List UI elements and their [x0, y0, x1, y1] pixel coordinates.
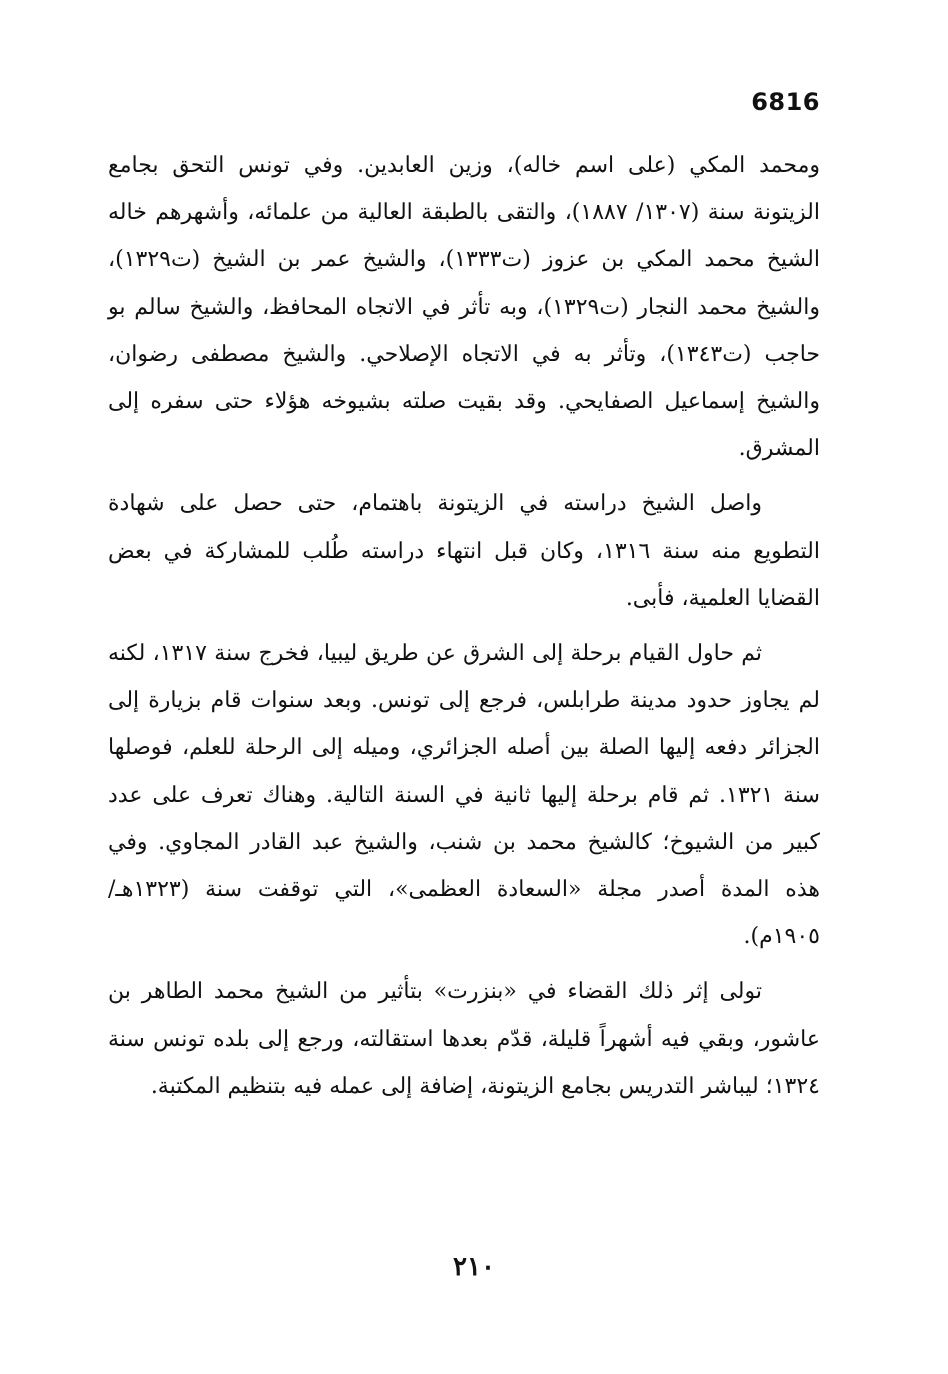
page-body [108, 142, 820, 1110]
paragraph-travels: ثم حاول القيام برحلة إلى الشرق عن طريق ليبيا، فخرج سنة ١٣١٧، لكنه لم يجاوز حدود مدينة طرابلس، فرجع إلى تونس. وبعد سنوات قام بزيارة إلى الجزائر دفعه إليها الصلة بين أصله الجزائري، وميله إلى الرحلة للعلم، فوصلها سنة ١٣٢١. ثم قام برحلة إليها ثانية في السنة التالية. وهناك تعرف على عدد كبير من الشيوخ؛ كالشيخ محمد بن شنب، والشيخ عبد القادر المجاوي. وفي هذه المدة أصدر مجلة «السعادة العظمى»، التي توقفت سنة (١٣٢٣هـ/ ١٩٠٥م). [108, 641, 820, 950]
paragraph-tatwi-certificate: واصل الشيخ دراسته في الزيتونة باهتمام، حتى حصل على شهادة التطويع منه سنة ١٣١٦، وكان قبل انتهاء دراسته طُلب للمشاركة في بعض القضايا العلمية، فأبى. [108, 491, 820, 611]
page-number: ٢١٠ [453, 1252, 495, 1282]
document-number: 6816 [751, 88, 820, 116]
paragraph-teachers: ومحمد المكي (على اسم خاله)، وزين العابدين. وفي تونس التحق بجامع الزيتونة سنة (١٣٠٧/ ١٨٨٧)، والتقى بالطبقة العالية من علمائه، وأشهرهم خاله الشيخ محمد المكي بن عزوز (ت١٣٣٣)، والشيخ عمر بن الشيخ (ت١٣٢٩)، والشيخ محمد النجار (ت١٣٢٩)، وبه تأثر في الاتجاه المحافظ، والشيخ سالم بو حاجب (ت١٣٤٣)، وتأثر به في الاتجاه الإصلاحي. والشيخ مصطفى رضوان، والشيخ إسماعيل الصفايحي. وقد بقيت صلته بشيوخه هؤلاء حتى سفره إلى المشرق. [108, 153, 821, 462]
paragraph-judiciary: تولى إثر ذلك القضاء في «بنزرت» بتأثير من الشيخ محمد الطاهر بن عاشور، وبقي فيه أشهراً قليلة، قدّم بعدها استقالته، ورجع إلى بلده تونس سنة ١٣٢٤؛ ليباشر التدريس بجامع الزيتونة، إضافة إلى عمله فيه بتنظيم المكتبة. [108, 979, 820, 1099]
